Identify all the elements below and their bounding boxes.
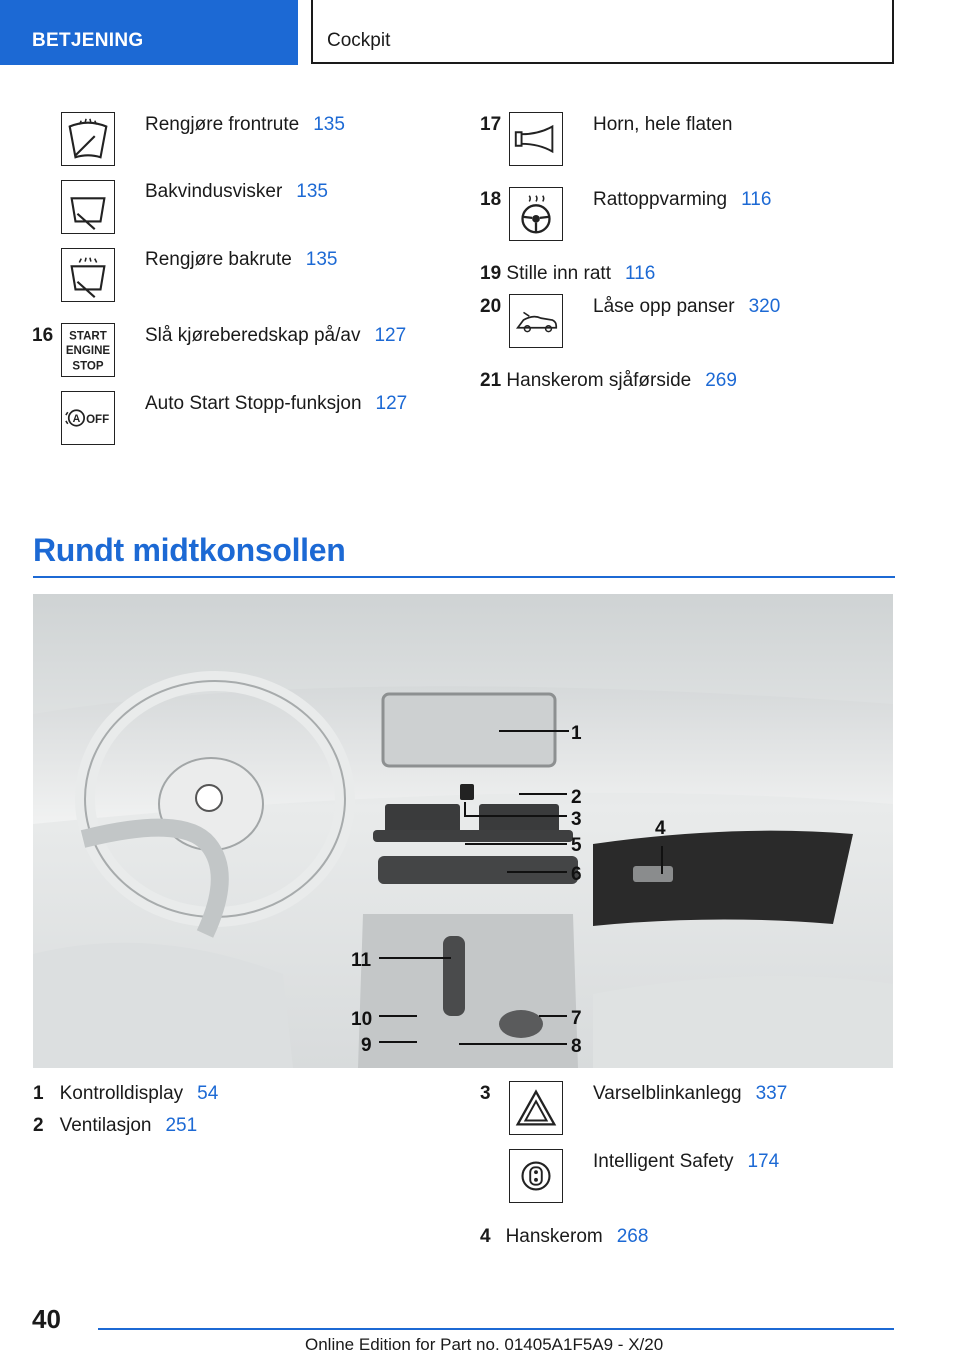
list-item: Bakvindusvisker 135: [145, 181, 328, 202]
list-item: 19 Stille inn ratt 116: [480, 263, 656, 284]
callout-3: 3: [571, 809, 582, 830]
list-item: 2 Ventilasjon 251: [33, 1115, 198, 1136]
svg-text:START: START: [69, 330, 107, 343]
page-link[interactable]: 269: [705, 370, 737, 391]
item-number: 17: [480, 114, 502, 135]
start-engine-stop-icon: [61, 323, 115, 377]
list-item: Rengjøre bakrute 135: [145, 249, 338, 270]
rear-wiper-icon: [61, 180, 115, 234]
hazard-warning-icon: [509, 1081, 563, 1135]
steering-wheel-heating-icon: [509, 187, 563, 241]
chapter-tab: [311, 0, 894, 64]
page-link[interactable]: 116: [624, 263, 656, 284]
page-link[interactable]: 174: [747, 1151, 780, 1172]
page-number: 40: [32, 1304, 61, 1334]
callout-8: 8: [571, 1036, 582, 1057]
footer-text: Online Edition for Part no. 01405A1F5A9 - X/20: [305, 1335, 664, 1354]
callout-10: 10: [351, 1009, 373, 1030]
rear-washer-icon: [61, 248, 115, 302]
page-link[interactable]: 135: [305, 249, 338, 270]
callout-7: 7: [571, 1008, 582, 1029]
section-title: Rundt midtkonsollen: [33, 532, 346, 568]
list-item: 4 Hanskerom 268: [480, 1226, 649, 1247]
callout-6: 6: [571, 864, 582, 885]
page-link[interactable]: 251: [165, 1115, 198, 1136]
windshield-washer-icon: [61, 112, 115, 166]
item-number: 18: [480, 189, 502, 210]
auto-start-stop-off-icon: [61, 391, 115, 445]
page-link[interactable]: 268: [616, 1226, 649, 1247]
list-item: Låse opp panser 320: [593, 296, 781, 317]
callout-1: 1: [571, 723, 582, 744]
page-link[interactable]: 320: [748, 296, 781, 317]
list-item: Rengjøre frontrute 135: [145, 114, 345, 135]
callout-9: 9: [361, 1035, 372, 1056]
list-item: Slå kjøreberedskap på/av 127: [145, 325, 407, 346]
list-item: Varselblinkanlegg 337: [593, 1083, 788, 1104]
section-label: BETJENING: [32, 30, 144, 51]
svg-text:ENGINE: ENGINE: [65, 344, 111, 357]
callout-5: 5: [571, 835, 582, 856]
cockpit-illustration: [33, 594, 893, 1068]
callout-4: 4: [655, 818, 666, 839]
page-link[interactable]: 127: [375, 393, 408, 414]
callout-11: 11: [351, 950, 372, 971]
page-link[interactable]: 116: [741, 189, 772, 210]
page-link[interactable]: 135: [296, 181, 328, 202]
item-number: 16: [32, 325, 54, 346]
callout-2: 2: [571, 787, 582, 808]
page-link[interactable]: 135: [313, 114, 345, 135]
list-item: 21 Hanskerom sjåførside 269: [480, 370, 737, 391]
svg-text:STOP: STOP: [72, 360, 104, 373]
page-link[interactable]: 127: [374, 325, 407, 346]
list-item: Auto Start Stopp-funksjon 127: [145, 393, 408, 414]
item-number: 20: [480, 296, 502, 317]
chapter-label: Cockpit: [327, 30, 391, 51]
footer-rule: [98, 1328, 894, 1330]
intelligent-safety-icon: [509, 1149, 563, 1203]
horn-icon: [509, 112, 563, 166]
list-item: Intelligent Safety 174: [593, 1151, 780, 1172]
list-item: Horn, hele flaten: [593, 114, 733, 135]
section-rule: [33, 576, 895, 578]
list-item: 1 Kontrolldisplay 54: [33, 1083, 219, 1104]
svg-text:A: A: [72, 412, 81, 425]
section-tab: [0, 0, 298, 65]
page-link[interactable]: 337: [755, 1083, 788, 1104]
list-item: Rattoppvarming 116: [593, 189, 772, 210]
svg-text:OFF: OFF: [86, 413, 110, 426]
item-number: 3: [480, 1083, 491, 1104]
hood-release-icon: [509, 294, 563, 348]
page-link[interactable]: 54: [197, 1083, 219, 1104]
